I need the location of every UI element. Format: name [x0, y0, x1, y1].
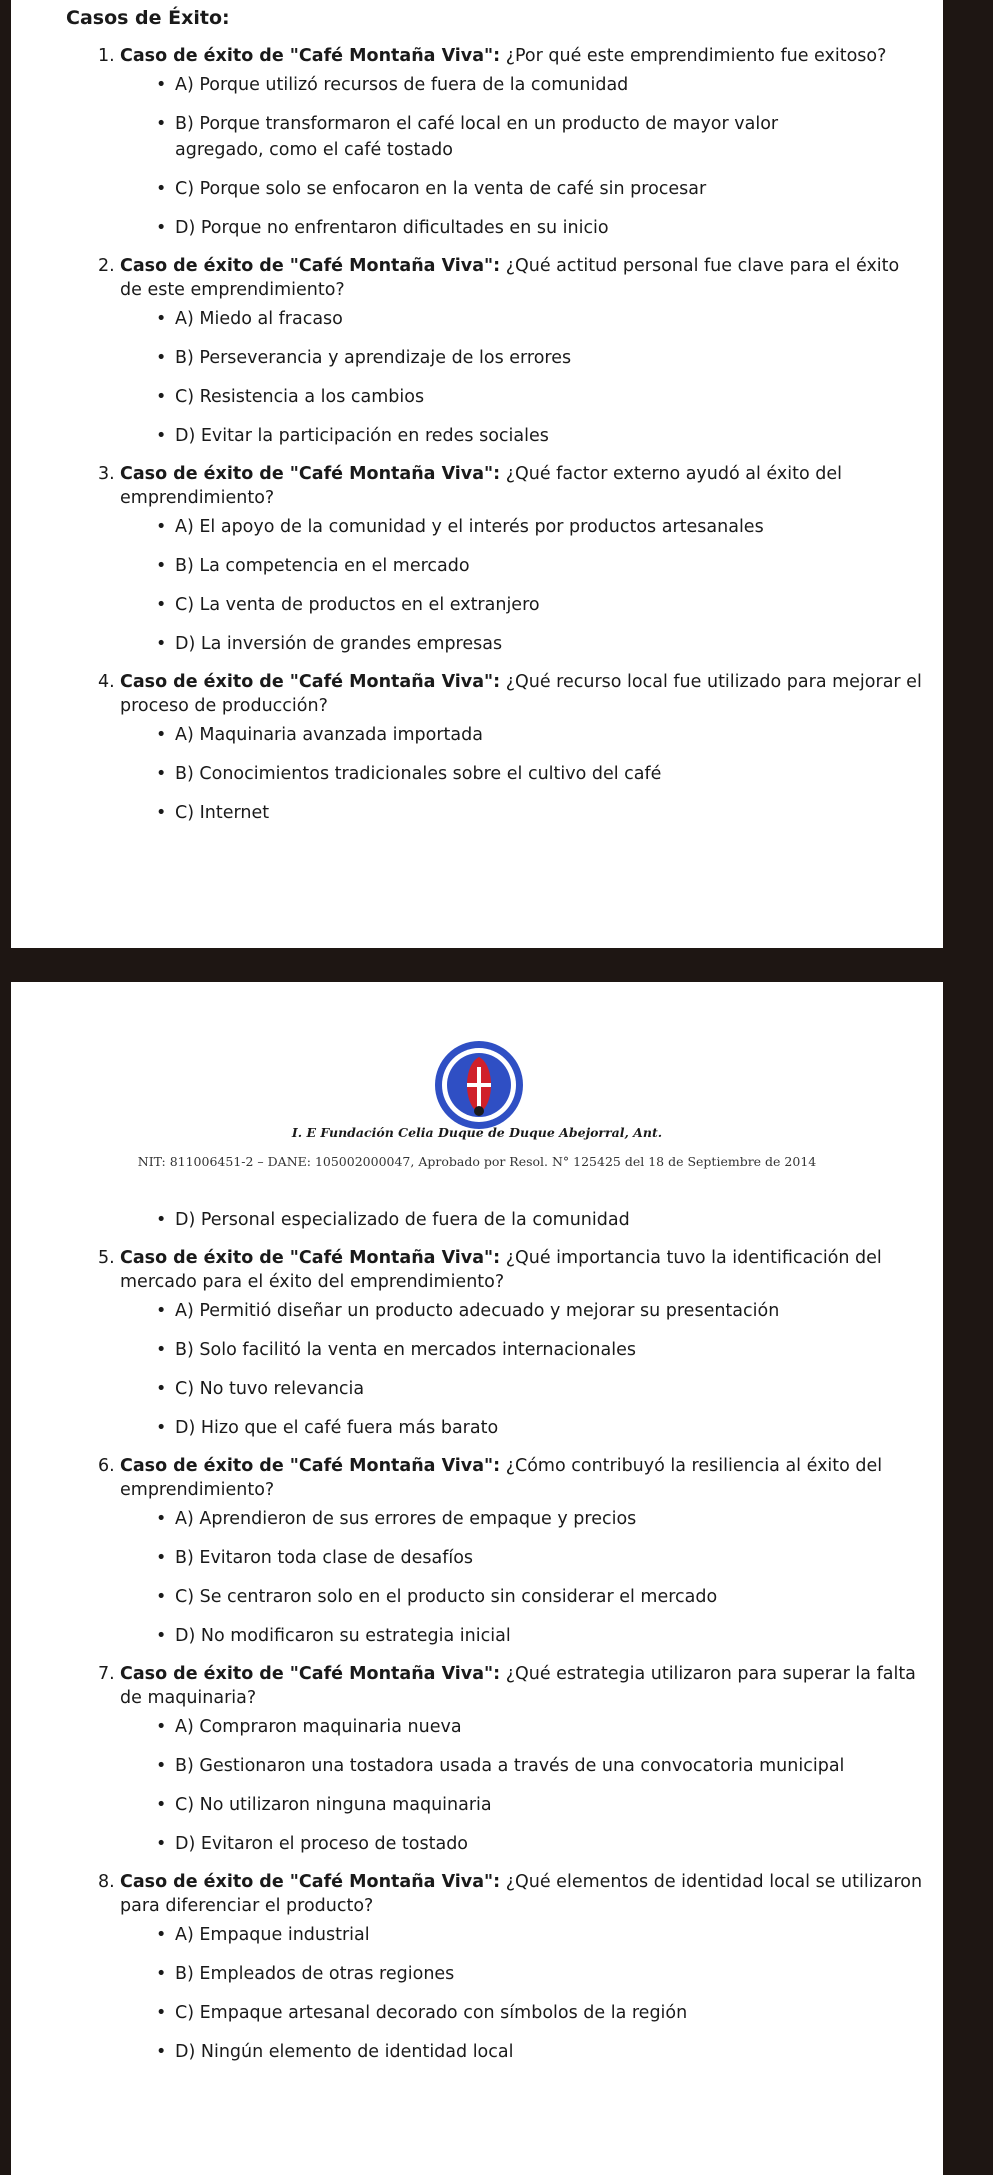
question-lead: Caso de éxito de "Café Montaña Viva":	[120, 672, 501, 692]
option-list	[11, 1506, 943, 1649]
option-item: • C) Se centraron solo en el producto sin considerar el mercado	[175, 1584, 943, 1610]
question-text: ¿Qué importancia tuvo la identificación del mercado para el éxito del emprendimiento?	[120, 1248, 882, 1292]
continued-option-list	[11, 1207, 710, 1246]
option-item: • C) Empaque artesanal decorado con símbolos de la región	[175, 2000, 943, 2026]
option-item: • A) Aprendieron de sus errores de empaque y precios	[175, 1506, 943, 1532]
question-lead: Caso de éxito de "Café Montaña Viva":	[120, 1456, 501, 1476]
option-list	[11, 722, 943, 826]
option-item: • B) Gestionaron una tostadora usada a través de una convocatoria municipal	[175, 1753, 943, 1779]
option-list	[11, 306, 943, 449]
option-item: • C) Internet	[175, 800, 943, 826]
question-7	[11, 1662, 943, 1857]
question-text: ¿Cómo contribuyó la resiliencia al éxito del emprendimiento?	[120, 1456, 883, 1500]
option-item: • B) Empleados de otras regiones	[175, 1961, 943, 1987]
question-lead: Caso de éxito de "Café Montaña Viva":	[120, 1248, 501, 1268]
option-item: • C) Resistencia a los cambios	[175, 384, 943, 410]
option-item: • C) Porque solo se enfocaron en la venta de café sin procesar	[175, 176, 943, 202]
option-item: • B) Solo facilitó la venta en mercados internacionales	[175, 1337, 943, 1363]
option-item: • A) Miedo al fracaso	[175, 306, 943, 332]
question-text: ¿Qué factor externo ayudó al éxito del emprendimiento?	[120, 464, 842, 508]
option-list	[11, 514, 943, 657]
question-text: ¿Por qué este emprendimiento fue exitoso?	[500, 46, 887, 66]
question-number: 3.	[98, 464, 115, 484]
question-list	[11, 44, 943, 839]
institution-nit: NIT: 811006451-2 – DANE: 105002000047, Aprobado por Resol. N° 125425 del 18 de Septiembre de 2014	[137, 1154, 817, 1169]
option-item: • D) Hizo que el café fuera más barato	[175, 1415, 943, 1441]
question-text: ¿Qué actitud personal fue clave para el éxito de este emprendimiento?	[120, 256, 900, 300]
option-item: • C) No tuvo relevancia	[175, 1376, 943, 1402]
question-6	[11, 1454, 943, 1649]
question-number: 8.	[98, 1872, 115, 1892]
question-3	[11, 462, 943, 657]
document-page-2	[11, 982, 943, 2175]
question-2	[11, 254, 943, 449]
question-text: ¿Qué elementos de identidad local se utilizaron para diferenciar el producto?	[120, 1872, 923, 1916]
question-number: 6.	[98, 1456, 115, 1476]
option-list	[11, 72, 943, 241]
question-lead: Caso de éxito de "Café Montaña Viva":	[120, 1664, 501, 1684]
question-number: 7.	[98, 1664, 115, 1684]
question-number: 2.	[98, 256, 115, 276]
option-item: • D) No modificaron su estrategia inicial	[175, 1623, 943, 1649]
option-item: • A) Permitió diseñar un producto adecuado y mejorar su presentación	[175, 1298, 943, 1324]
option-item: • A) El apoyo de la comunidad y el interés por productos artesanales	[175, 514, 943, 540]
institution-name: I. E Fundación Celia Duque de Duque Abejorral, Ant.	[291, 1125, 663, 1140]
option-item: • A) Porque utilizó recursos de fuera de la comunidad	[175, 72, 943, 98]
option-item: • C) La venta de productos en el extranjero	[175, 592, 943, 618]
option-list	[11, 1922, 943, 2065]
question-1	[11, 44, 943, 241]
school-logo-icon	[433, 1039, 525, 1131]
question-text: ¿Qué recurso local fue utilizado para mejorar el proceso de producción?	[120, 672, 922, 716]
question-8	[11, 1870, 943, 2065]
question-5	[11, 1246, 943, 1441]
question-lead: Caso de éxito de "Café Montaña Viva":	[120, 256, 501, 276]
option-list	[11, 1714, 943, 1857]
question-number: 1.	[98, 46, 115, 66]
option-item: • B) Evitaron toda clase de desafíos	[175, 1545, 943, 1571]
question-lead: Caso de éxito de "Café Montaña Viva":	[120, 464, 501, 484]
option-item: • A) Maquinaria avanzada importada	[175, 722, 943, 748]
section-title: Casos de Éxito:	[66, 7, 230, 29]
option-item: • D) Evitar la participación en redes sociales	[175, 423, 943, 449]
option-item: • A) Empaque industrial	[175, 1922, 943, 1948]
option-item: • B) Porque transformaron el café local en un producto de mayor valor agregado, como el café tostado	[175, 111, 943, 163]
option-item: • A) Compraron maquinaria nueva	[175, 1714, 943, 1740]
option-item: • D) La inversión de grandes empresas	[175, 631, 943, 657]
option-item: • D) Ningún elemento de identidad local	[175, 2039, 943, 2065]
option-item: • D) Evitaron el proceso de tostado	[175, 1831, 943, 1857]
question-lead: Caso de éxito de "Café Montaña Viva":	[120, 46, 501, 66]
option-item: • B) Perseverancia y aprendizaje de los errores	[175, 345, 943, 371]
option-item: • C) No utilizaron ninguna maquinaria	[175, 1792, 943, 1818]
document-page-1	[11, 0, 943, 948]
option-item: • B) Conocimientos tradicionales sobre el cultivo del café	[175, 761, 943, 787]
option-list	[11, 1298, 943, 1441]
question-4	[11, 670, 943, 826]
option-item: • B) La competencia en el mercado	[175, 553, 943, 579]
question-text: ¿Qué estrategia utilizaron para superar la falta de maquinaria?	[120, 1664, 916, 1708]
option-item: • D) Porque no enfrentaron dificultades en su inicio	[175, 215, 943, 241]
question-list	[11, 1246, 943, 2078]
question-number: 5.	[98, 1248, 115, 1268]
question-number: 4.	[98, 672, 115, 692]
option-item: • D) Personal especializado de fuera de la comunidad	[175, 1207, 710, 1233]
question-lead: Caso de éxito de "Café Montaña Viva":	[120, 1872, 501, 1892]
